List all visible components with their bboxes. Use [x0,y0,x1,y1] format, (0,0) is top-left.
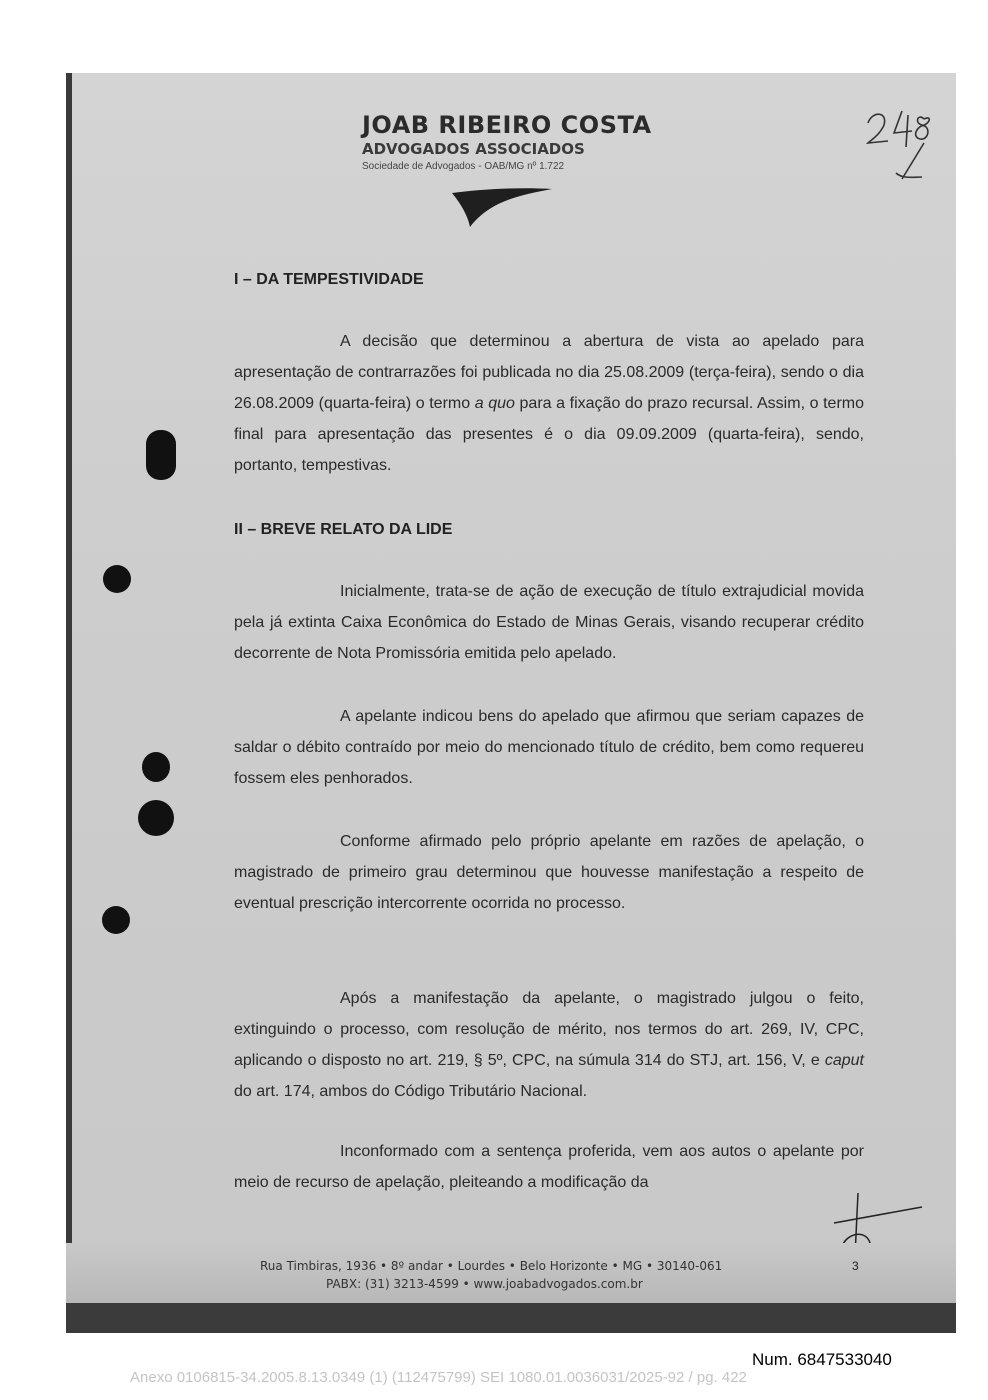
footer-dark-band [66,1303,956,1333]
punch-hole [103,565,131,593]
firm-registration: Sociedade de Advogados - OAB/MG nº 1.722 [362,161,565,172]
handwritten-page-number [862,93,942,183]
section-title-relato: II – BREVE RELATO DA LIDE [234,521,453,538]
firm-name: JOAB RIBEIRO COSTA [362,111,652,139]
scanned-page [66,73,956,1333]
paragraph: Conforme afirmado pelo próprio apelante em razões de apelação, o magistrado de primeiro grau determinou que houvesse manifestação a respeito de eventual prescrição intercorrente ocorrida no processo. [234,833,864,912]
footer-page-number: 3 [852,1259,859,1273]
letterhead [362,111,662,175]
paragraph: A decisão que determinou a abertura de vista ao apelado para apresentação de contrarrazões foi publicada no dia 25.08.2009 (terça-feira), sendo o dia 26.08.2009 (quarta-feira) o termo a quo para a fixação do prazo recursal. Assim, o termo final para apresentação das presentes é o dia 09.09.2009 (quarta-feira), sendo, portanto, tempestivas. [234,333,864,474]
punch-hole [146,430,176,480]
punch-hole [102,906,130,934]
firm-logo-icon [450,187,554,229]
footer-address: Rua Timbiras, 1936 • 8º andar • Lourdes • Belo Horizonte • MG • 30140-061 [260,1259,723,1273]
footer-background [66,1243,956,1303]
page-edge-shadow [66,73,72,1333]
section-title-tempestividade: I – DA TEMPESTIVIDADE [234,271,424,288]
paragraph: Após a manifestação da apelante, o magistrado julgou o feito, extinguindo o processo, com resolução de mérito, nos termos do art. 269, IV, CPC, aplicando o disposto no art. 219, § 5º, CPC, na súmula 314 do STJ, art. 156, V, e caput do art. 174, ambos do Código Tributário Nacional. [234,990,864,1100]
punch-hole [138,800,174,836]
document-number: Num. 6847533040 [752,1350,892,1369]
annex-reference: Anexo 0106815-34.2005.8.13.0349 (1) (112475799) SEI 1080.01.0036031/2025-92 / pg. 422 [130,1369,747,1386]
firm-subtitle: ADVOGADOS ASSOCIADOS [362,140,585,158]
footer-contact: PABX: (31) 3213-4599 • www.joabadvogados.com.br [326,1277,643,1291]
paragraph: A apelante indicou bens do apelado que afirmou que seriam capazes de saldar o débito contraído por meio do mencionado título de crédito, bem como requereu fossem eles penhorados. [234,708,864,787]
paragraph: Inicialmente, trata-se de ação de execução de título extrajudicial movida pela já extinta Caixa Econômica do Estado de Minas Gerais, visando recuperar crédito decorrente de Nota Promissória emitida pelo apelado. [234,583,864,662]
paragraph: Inconformado com a sentença proferida, vem aos autos o apelante por meio de recurso de apelação, pleiteando a modificação da [234,1143,864,1191]
punch-hole [142,752,170,782]
